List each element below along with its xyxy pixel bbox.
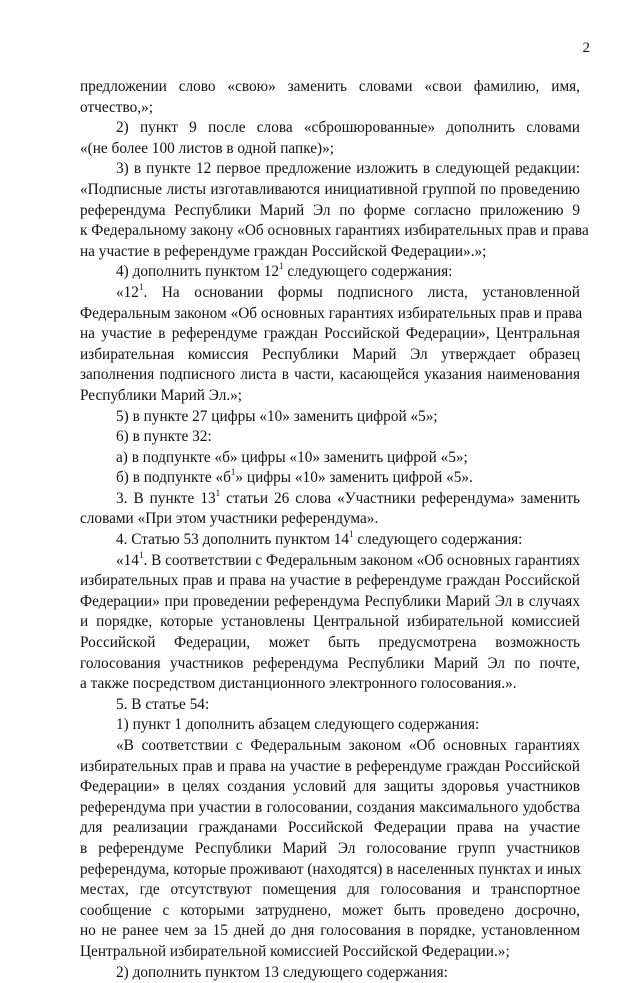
text-segment: «В соответствии с Федеральным законом «Об основных гарантиях [116, 737, 580, 754]
text-segment: 2) дополнить пунктом 13 следующего содержания: [116, 963, 448, 981]
text-segment: следующего содержания: [283, 263, 453, 281]
text-line [80, 427, 580, 448]
text-segment: Федерации» при проведении референдума Республики Марий Эл в случаях [80, 592, 580, 610]
text-line [80, 345, 580, 366]
text-segment: на участие в референдуме граждан Российской Федерации», Центральная [80, 325, 580, 343]
document-body [80, 77, 589, 983]
text-segment: Российской Федерации, может быть предусмотрена возможность [80, 634, 580, 652]
text-segment: . На основании формы подписного листа, установленной [143, 283, 580, 301]
text-segment: Центральной избирательной комиссией Российской Федерации.»; [80, 942, 510, 960]
text-segment: местах, где отсутствуют помещения для голосования и транспортное [80, 881, 580, 899]
text-segment: сообщение с которыми затруднено, может быть проведено досрочно, [80, 901, 580, 919]
text-segment: отчество,»; [80, 98, 153, 116]
text-line [80, 942, 580, 963]
text-line [80, 365, 580, 386]
text-line [80, 509, 580, 530]
superscript: 1 [349, 528, 354, 539]
text-segment: 5. В статье 54: [116, 695, 210, 713]
text-line [80, 386, 580, 407]
page-number: 2 [582, 40, 590, 56]
text-segment: для реализации гражданами Российской Федерации права на участие [80, 819, 580, 837]
text-line [80, 571, 580, 592]
text-segment: 1) пункт 1 дополнить абзацем следующего содержания: [116, 716, 480, 734]
text-segment: «(не более 100 листов в одной папке)»; [80, 139, 335, 157]
text-line [80, 695, 580, 716]
text-segment: Республики Марий Эл.»; [80, 386, 243, 404]
text-line [80, 736, 580, 757]
text-segment: 3. В пункте 13 [116, 489, 216, 507]
text-segment: 5) в пункте 27 цифры «10» заменить цифрой «5»; [116, 407, 438, 425]
text-line [80, 242, 580, 263]
text-line [80, 963, 580, 983]
text-line [80, 860, 580, 881]
text-segment: 4. Статью 53 дополнить пунктом 14 [116, 531, 350, 549]
text-line [80, 777, 580, 798]
text-segment: 2) пункт 9 после слова «сброшюрованные» дополнить словами [116, 119, 580, 137]
text-line [80, 674, 580, 695]
text-line [80, 448, 580, 469]
text-segment: а также посредством дистанционного электронного голосования.». [80, 675, 517, 693]
superscript: 1 [215, 487, 221, 498]
text-line [80, 221, 589, 242]
text-segment: избирательных прав и права на участие в референдуме граждан Российской [80, 757, 580, 775]
text-segment: а) в подпункте «б» цифры «10» заменить цифрой «5»; [116, 448, 468, 466]
text-line [80, 139, 580, 160]
text-line [80, 757, 580, 778]
text-segment: » цифры «10» заменить цифрой «5». [235, 469, 473, 487]
text-line [80, 798, 580, 819]
text-segment: б) в подпункте «б [116, 469, 231, 487]
text-line [80, 77, 580, 98]
text-segment: но не ранее чем за 15 дней до дня голосования в порядке, установленном [80, 922, 580, 940]
text-segment: заполнения подписного листа в части, касающейся указания наименования [80, 366, 580, 384]
text-line [80, 880, 580, 901]
text-segment: референдума при участии в голосовании, создания максимального удобства [80, 798, 580, 816]
text-line [80, 262, 580, 283]
text-line [80, 633, 580, 654]
text-line [80, 407, 580, 428]
text-segment: 6) в пункте 32: [116, 428, 212, 446]
text-line [80, 159, 580, 180]
superscript: 1 [138, 281, 144, 292]
text-line [80, 304, 583, 325]
text-segment: референдума, которые проживают (находятся) в населенных пунктах и иных [80, 860, 582, 878]
text-segment: «12 [116, 283, 139, 301]
text-line [80, 98, 580, 119]
text-segment: к Федеральному закону «Об основных гарантиях избирательных прав и права [80, 222, 589, 240]
superscript: 1 [138, 549, 144, 560]
text-line [80, 612, 580, 633]
text-segment: 4) дополнить пунктом 12 [116, 263, 280, 281]
text-line [80, 715, 580, 736]
text-segment: Федерации» в целях создания условий для защиты здоровья участников [80, 778, 580, 796]
text-segment: следующего содержания: [353, 531, 523, 549]
text-line [80, 468, 580, 489]
text-line [80, 818, 580, 839]
text-line [80, 551, 580, 572]
text-segment: «14 [116, 551, 139, 569]
text-segment: 3) в пункте 12 первое предложение изложить в следующей редакции: [116, 160, 580, 178]
text-line [80, 283, 580, 304]
text-line [80, 901, 580, 922]
text-segment: предложении слово «свою» заменить словами «свои фамилию, имя, [80, 78, 580, 95]
text-segment: голосования участников референдума Республики Марий Эл по почте, [80, 654, 580, 672]
text-segment: «Подписные листы изготавливаются инициативной группой по проведению [80, 180, 580, 198]
text-segment: . В соответствии с Федеральным законом «Об основных гарантиях [143, 551, 580, 569]
text-segment: словами «При этом участники референдума». [80, 510, 379, 528]
text-line [80, 180, 580, 201]
text-line [80, 530, 580, 551]
text-segment: на участие в референдуме граждан Российской Федерации».»; [80, 242, 487, 260]
text-segment: избирательных прав и права на участие в референдуме граждан Российской [80, 572, 580, 590]
text-segment: референдума Республики Марий Эл по форме согласно приложению 9 [80, 201, 580, 219]
superscript: 1 [230, 467, 236, 478]
text-line [80, 324, 580, 345]
text-line [80, 201, 580, 222]
text-line [80, 592, 580, 613]
text-segment: избирательная комиссия Республики Марий Эл утверждает образец [80, 345, 580, 363]
text-line [80, 839, 580, 860]
superscript: 1 [279, 261, 284, 272]
text-line [80, 489, 580, 510]
text-segment: статьи 26 слова «Участники референдума» заменить [220, 489, 581, 507]
text-segment: в референдуме Республики Марий Эл голосование групп участников [80, 839, 580, 857]
text-segment: и порядке, которые установлены Центральной избирательной комиссией [80, 613, 580, 631]
text-segment: Федеральным законом «Об основных гарантиях избирательных прав и права [80, 304, 583, 322]
text-line [80, 654, 580, 675]
text-line [80, 118, 580, 139]
text-line [80, 921, 580, 942]
